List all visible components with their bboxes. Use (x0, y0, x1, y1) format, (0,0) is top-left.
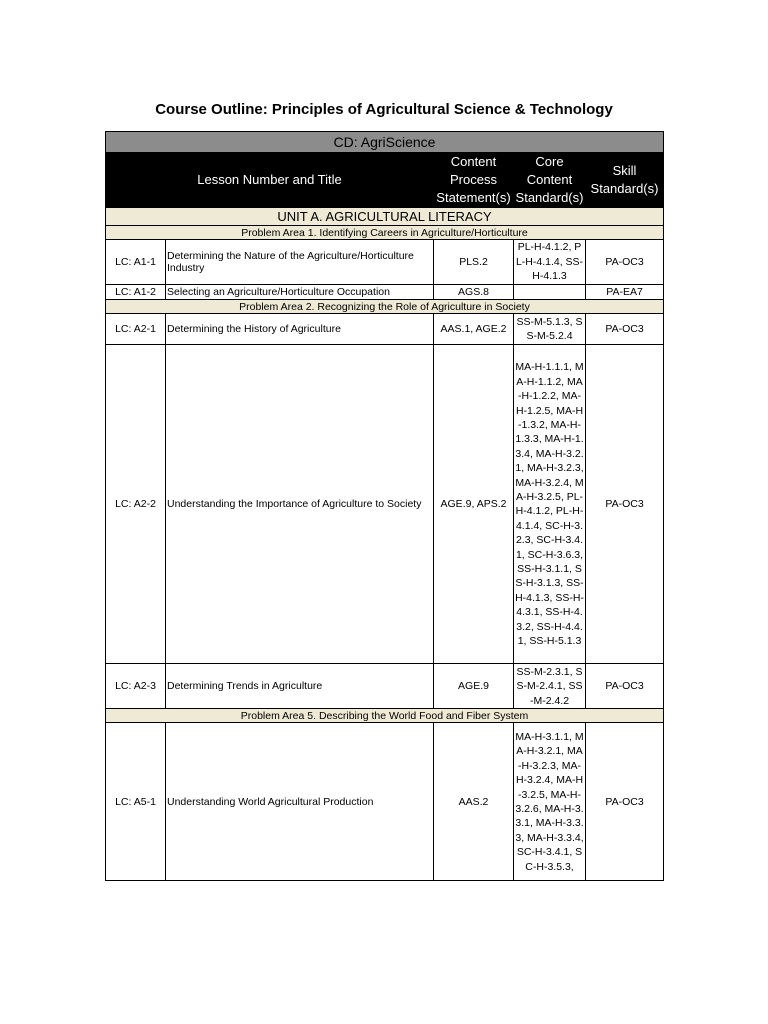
content-process-standard: AAS.1, AGE.2 (434, 314, 514, 345)
lesson-title: Determining the Nature of the Agriculture/Horticulture Industry (166, 240, 434, 285)
header-lesson: Lesson Number and Title (106, 153, 434, 208)
core-content-standard (514, 285, 586, 300)
header-skill: Skill Standard(s) (586, 153, 664, 208)
lc-number: LC: A5-1 (106, 723, 166, 881)
lc-number: LC: A1-1 (106, 240, 166, 285)
table-row (106, 240, 664, 285)
skill-standard: PA-OC3 (586, 240, 664, 285)
content-process-standard: AAS.2 (434, 723, 514, 881)
lc-number: LC: A2-1 (106, 314, 166, 345)
problem-area-row (106, 709, 664, 723)
skill-standard: PA-OC3 (586, 345, 664, 664)
lesson-title: Understanding the Importance of Agriculture to Society (166, 345, 434, 664)
problem-area-1: Problem Area 1. Identifying Careers in Agriculture/Horticulture (106, 226, 664, 240)
unit-title: UNIT A. AGRICULTURAL LITERACY (106, 208, 664, 226)
content-process-standard: AGE.9 (434, 664, 514, 709)
problem-area-row (106, 300, 664, 314)
problem-area-5: Problem Area 5. Describing the World Food and Fiber System (106, 709, 664, 723)
core-content-standard: MA-H-3.1.1, MA-H-3.2.1, MA-H-3.2.3, MA-H-3.2.4, MA-H-3.2.5, MA-H-3.2.6, MA-H-3.3.1, MA-H-3.3.3, MA-H-3.3.4, SC-H-3.4.1, SC-H-3.5.3, (514, 723, 586, 881)
cd-row (106, 132, 664, 153)
course-outline-table (105, 131, 664, 881)
content-process-standard: AGE.9, APS.2 (434, 345, 514, 664)
skill-standard: PA-OC3 (586, 723, 664, 881)
lesson-title: Determining Trends in Agriculture (166, 664, 434, 709)
problem-area-2: Problem Area 2. Recognizing the Role of Agriculture in Society (106, 300, 664, 314)
cd-label: CD: AgriScience (106, 132, 664, 153)
header-row (106, 153, 664, 208)
skill-standard: PA-OC3 (586, 314, 664, 345)
table-row (106, 345, 664, 664)
lesson-title: Selecting an Agriculture/Horticulture Occupation (166, 285, 434, 300)
lesson-title: Understanding World Agricultural Production (166, 723, 434, 881)
content-process-standard: AGS.8 (434, 285, 514, 300)
lc-number: LC: A1-2 (106, 285, 166, 300)
core-content-standard: SS-M-2.3.1, SS-M-2.4.1, SS-M-2.4.2 (514, 664, 586, 709)
content-process-standard: PLS.2 (434, 240, 514, 285)
table-row (106, 314, 664, 345)
page-title: Course Outline: Principles of Agricultural Science & Technology (155, 101, 613, 118)
lc-number: LC: A2-3 (106, 664, 166, 709)
core-content-standard: PL-H-4.1.2, PL-H-4.1.4, SS-H-4.1.3 (514, 240, 586, 285)
lesson-title: Determining the History of Agriculture (166, 314, 434, 345)
skill-standard: PA-OC3 (586, 664, 664, 709)
core-content-standard: MA-H-1.1.1, MA-H-1.1.2, MA-H-1.2.2, MA-H-1.2.5, MA-H-1.3.2, MA-H-1.3.3, MA-H-1.3.4, MA-H-3.2.1, MA-H-3.2.3, MA-H-3.2.4, MA-H-3.2.5, PL-H-4.1.2, PL-H-4.1.4, SC-H-3.2.3, SC-H-3.4.1, SC-H-3.6.3, SS-H-3.1.1, SS-H-3.1.3, SS-H-4.1.3, SS-H-4.3.1, SS-H-4.3.2, SS-H-4.4.1, SS-H-5.1.3 (514, 345, 586, 664)
header-content-process: Content Process Statement(s) (434, 153, 514, 208)
problem-area-row (106, 226, 664, 240)
unit-row (106, 208, 664, 226)
table-row (106, 664, 664, 709)
table-row (106, 723, 664, 881)
header-core-content: Core Content Standard(s) (514, 153, 586, 208)
skill-standard: PA-EA7 (586, 285, 664, 300)
lc-number: LC: A2-2 (106, 345, 166, 664)
table-row (106, 285, 664, 300)
core-content-standard: SS-M-5.1.3, SS-M-5.2.4 (514, 314, 586, 345)
